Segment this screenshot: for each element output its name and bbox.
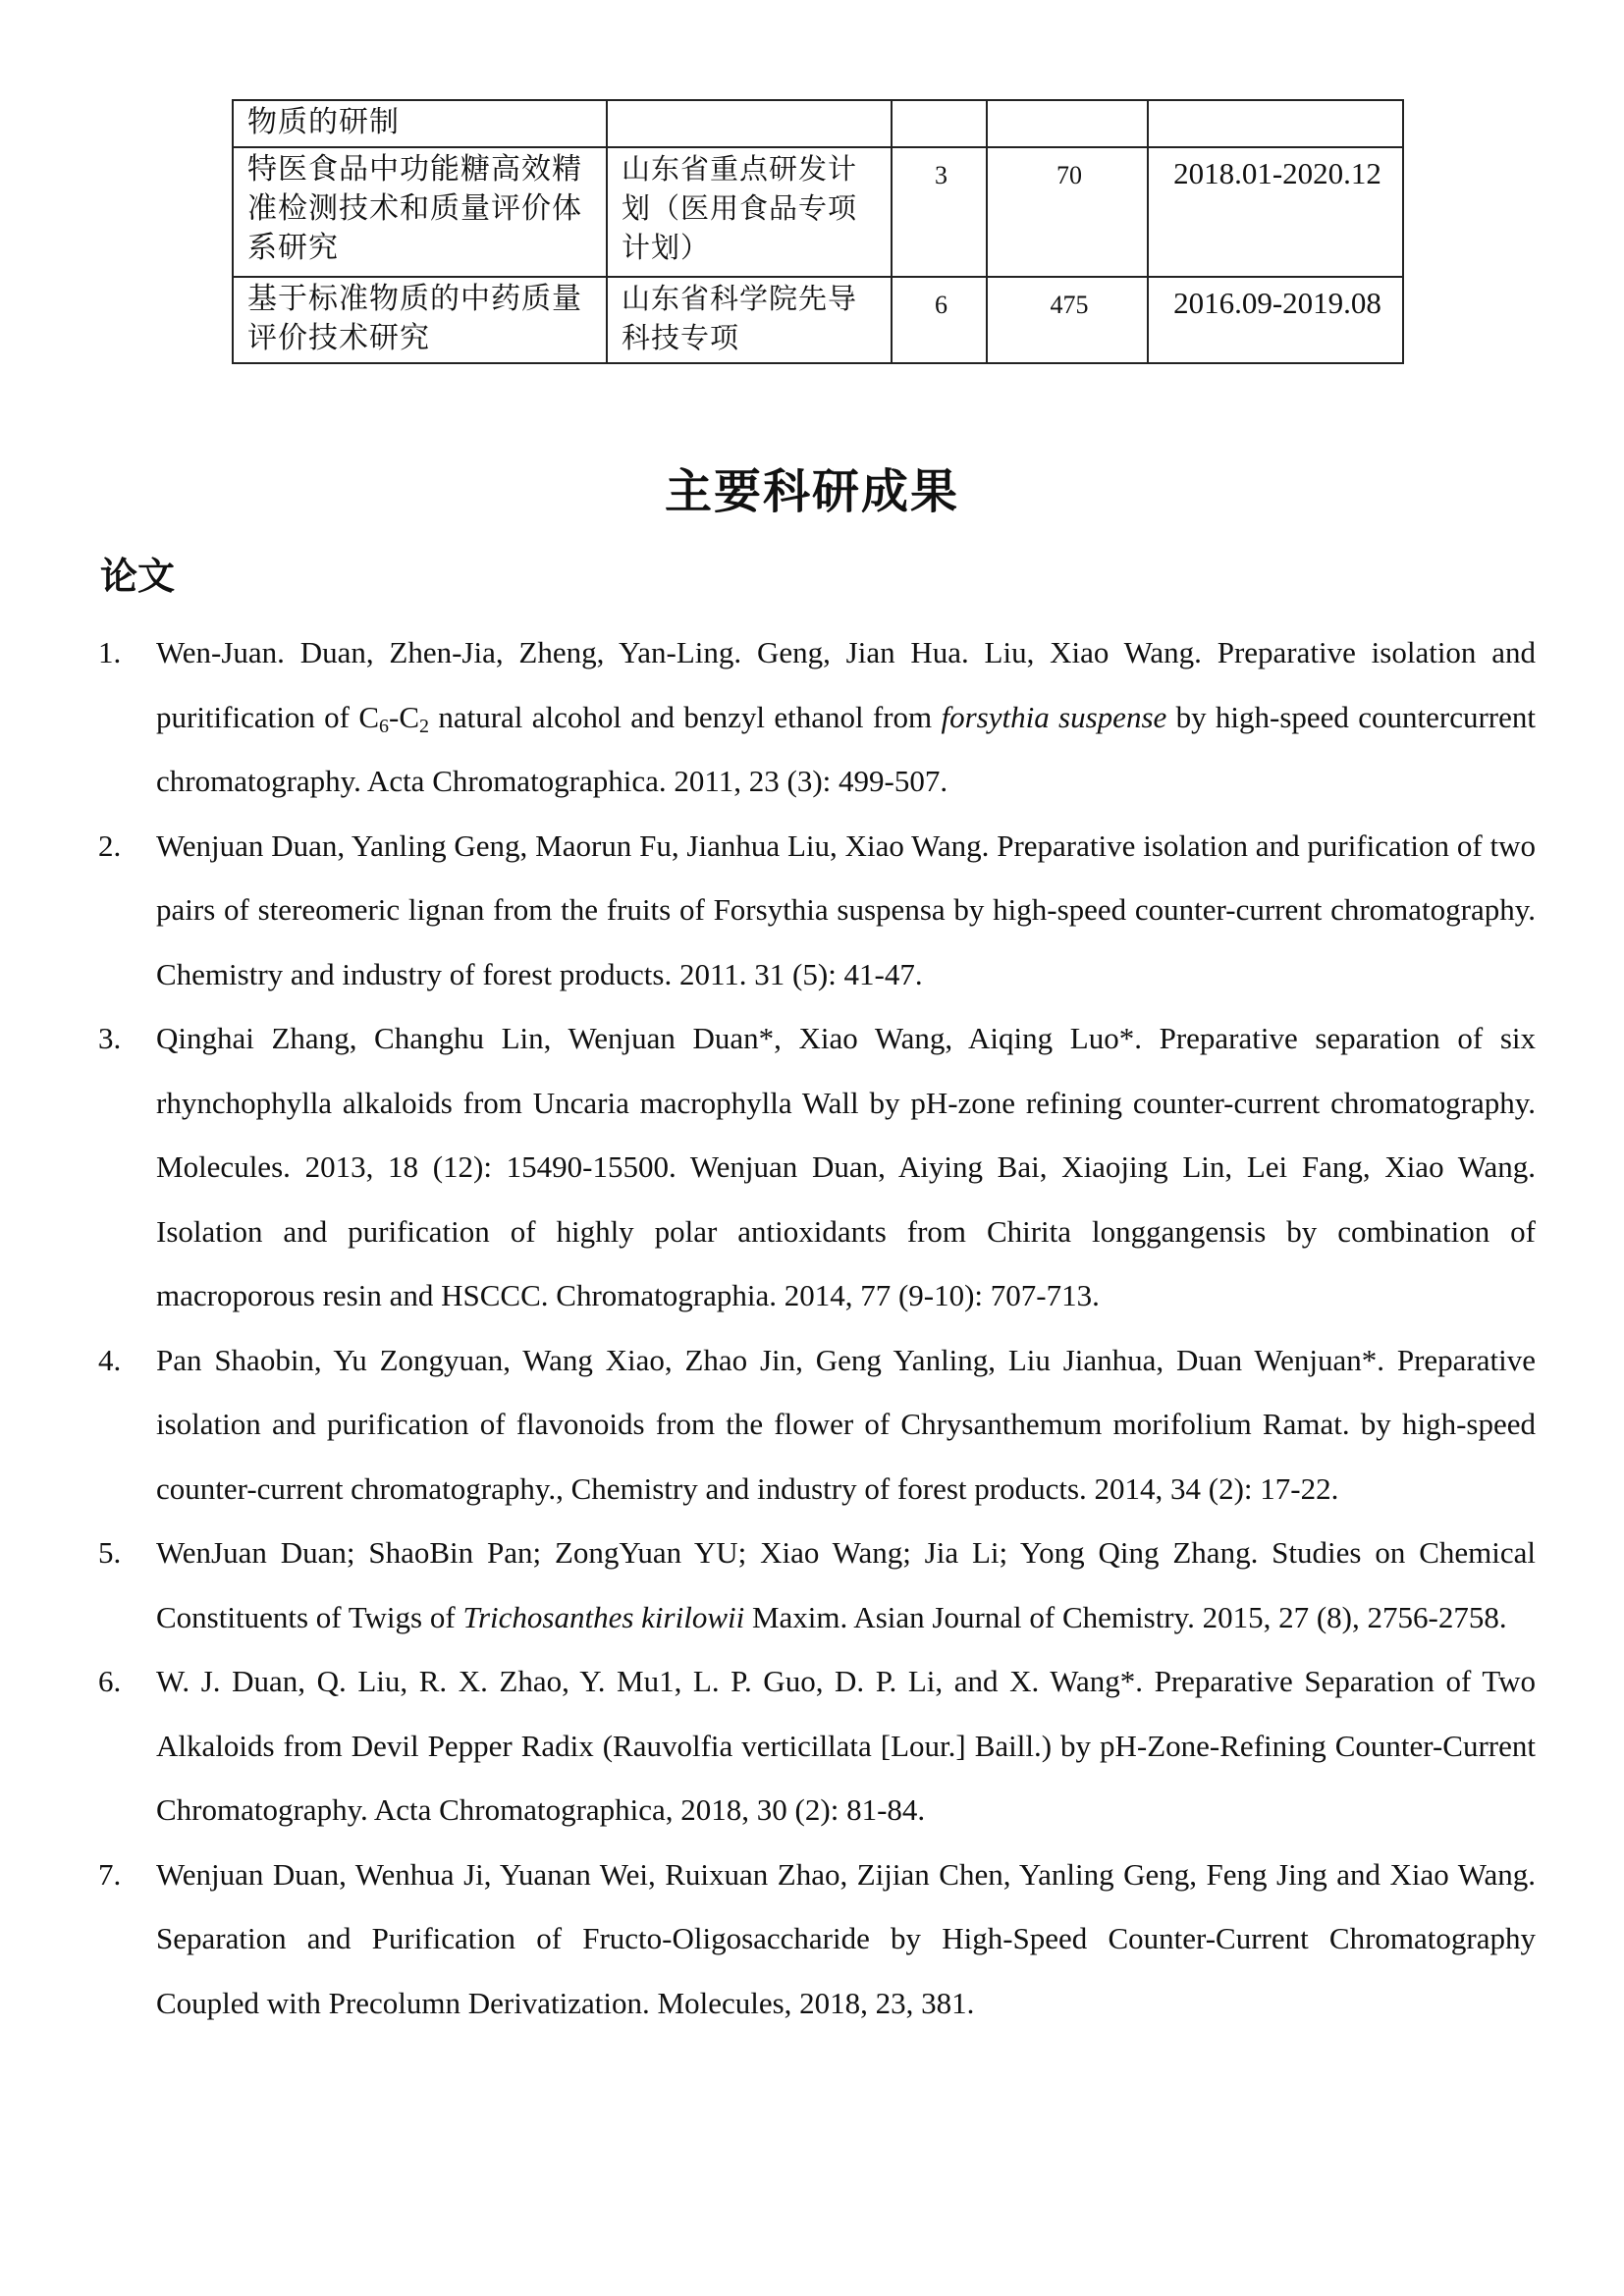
reference-text: WenJuan Duan; ShaoBin Pan; ZongYuan YU; Xiao Wang; Jia Li; Yong Qing Zhang. Studies on Chemical Constituents of Twigs of Trichosanthes kirilowii Maxim. Asian Journal of Chemistry. 2015, 27 (8), 2756-2758.: [156, 1535, 1536, 1634]
list-item: [0, 1328, 1624, 1522]
reference-text: W. J. Duan, Q. Liu, R. X. Zhao, Y. Mu1, L. P. Guo, D. P. Li, and X. Wang*. Preparative Separation of Two Alkaloids from Devil Pepper Radix (Rauvolfia verticillata [Lour.] Baill.) by pH-Zone-Refining Counter-Current Chromatography. Acta Chromatographica, 2018, 30 (2): 81-84.: [156, 1664, 1536, 1827]
project-amount-cell: 475: [987, 277, 1148, 363]
section-heading: 论文: [100, 557, 176, 598]
reference-number: 1.: [98, 635, 122, 669]
reference-text: Wen-Juan. Duan, Zhen-Jia, Zheng, Yan-Ling. Geng, Jian Hua. Liu, Xiao Wang. Preparative isolation and puritification of $C_6-C_2$ natural alcohol and benzyl ethanol from forsythia suspense by high-speed countercurrent chromatography. Acta Chromatographica. 2011, 23 (3): 499-507.: [156, 635, 1536, 798]
project-name-cell: 特医食品中功能糖高效精准检测技术和质量评价体系研究: [233, 147, 607, 277]
list-item: [0, 1006, 1624, 1328]
reference-number: 3.: [98, 1021, 122, 1055]
project-amount-cell: [987, 100, 1148, 147]
project-source-cell: 山东省重点研发计划（医用食品专项计划）: [607, 147, 892, 277]
reference-list: [0, 620, 1624, 2035]
project-source-cell: 山东省科学院先导科技专项: [607, 277, 892, 363]
reference-number: 5.: [98, 1535, 122, 1570]
table-row: [233, 277, 1403, 363]
list-item: [0, 1842, 1624, 2036]
projects-table: [232, 99, 1404, 364]
project-people-cell: 6: [892, 277, 987, 363]
project-source-cell: [607, 100, 892, 147]
reference-number: 7.: [98, 1856, 122, 1892]
project-amount-cell: 70: [987, 147, 1148, 277]
project-people-cell: [892, 100, 987, 147]
table-row: [233, 147, 1403, 277]
reference-text: Pan Shaobin, Yu Zongyuan, Wang Xiao, Zhao Jin, Geng Yanling, Liu Jianhua, Duan Wenjuan*. Preparative isolation and purification of flavonoids from the flower of Chrysanthemum morifolium Ramat. by high-speed counter-current chromatography., Chemistry and industry of forest products. 2014, 34 (2): 17-22.: [156, 1342, 1536, 1506]
reference-number: 2.: [98, 828, 122, 863]
project-period-cell: [1148, 100, 1403, 147]
project-name-cell: 物质的研制: [233, 100, 607, 147]
reference-number: 4.: [98, 1342, 122, 1377]
project-people-cell: 3: [892, 147, 987, 277]
list-item: [0, 1649, 1624, 1842]
reference-number: 6.: [98, 1664, 122, 1698]
project-period-cell: 2016.09-2019.08: [1148, 277, 1403, 363]
reference-text: Wenjuan Duan, Wenhua Ji, Yuanan Wei, Ruixuan Zhao, Zijian Chen, Yanling Geng, Feng Jing and Xiao Wang. Separation and Purification of Fructo-Oligosaccharide by High-Speed Counter-Current Chromatography Coupled with Precolumn Derivatization. Molecules, 2018, 23, 381.: [156, 1856, 1536, 2020]
table-row: [233, 100, 1403, 147]
list-item: [0, 1521, 1624, 1649]
list-item: [0, 814, 1624, 1007]
page-title: 主要科研成果: [664, 466, 959, 518]
project-name-cell: 基于标准物质的中药质量评价技术研究: [233, 277, 607, 363]
reference-text: Wenjuan Duan, Yanling Geng, Maorun Fu, Jianhua Liu, Xiao Wang. Preparative isolation and purification of two pairs of stereomeric lignan from the fruits of Forsythia suspensa by high-speed counter-current chromatography. Chemistry and industry of forest products. 2011. 31 (5): 41-47.: [156, 828, 1536, 991]
project-period-cell: 2018.01-2020.12: [1148, 147, 1403, 277]
list-item: [0, 620, 1624, 814]
reference-text: Qinghai Zhang, Changhu Lin, Wenjuan Duan*, Xiao Wang, Aiqing Luo*. Preparative separation of six rhynchophylla alkaloids from Uncaria macrophylla Wall by pH-zone refining counter-current chromatography. Molecules. 2013, 18 (12): 15490-15500. Wenjuan Duan, Aiying Bai, Xiaojing Lin, Lei Fang, Xiao Wang. Isolation and purification of highly polar antioxidants from Chirita longgangensis by combination of macroporous resin and HSCCC. Chromatographia. 2014, 77 (9-10): 707-713.: [156, 1021, 1536, 1312]
